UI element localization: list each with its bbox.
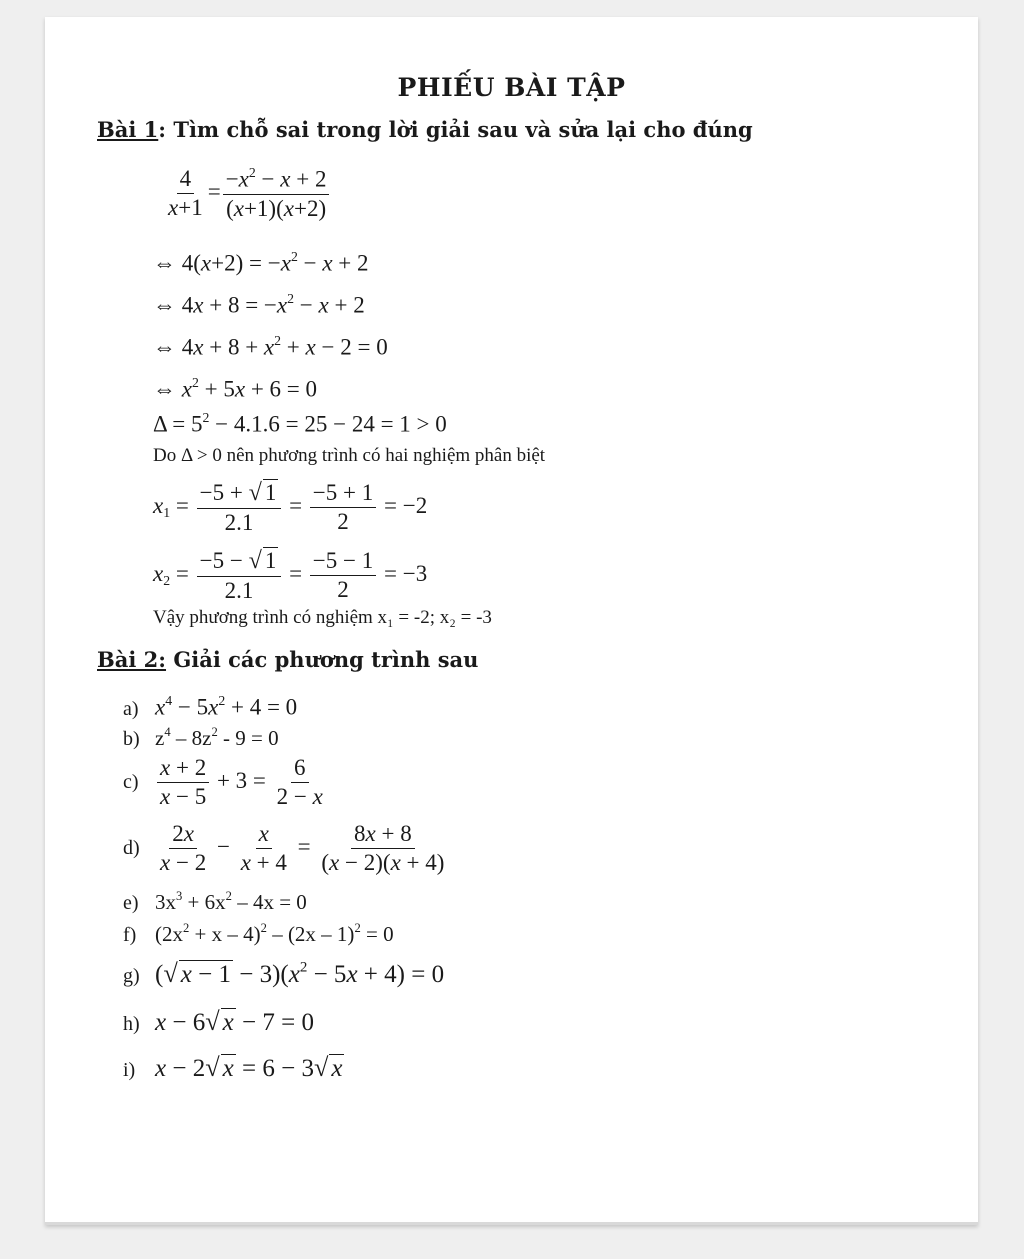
page-title: PHIẾU BÀI TẬP [397,73,626,102]
item-f: f) $(2x^2 + x - 4)^2 - (2x - 1)^2 = 0$ [123,921,394,946]
item-f-label: f) [123,923,137,946]
eq-step-2: ⇔ $4x + 8 = -x^2 - x + 2$ [153,291,365,318]
item-a: a) $x^4 - 5x^2 + 4 = 0$ [123,693,298,720]
item-e-label: e) [123,891,139,914]
item-d: d) $\frac{2x}{x - 2}$ − $\frac{x}{x + 4}$ = $\frac{8x + 8}{(x - 2)(x + 4)}$ [123,821,445,876]
eq-root-1: $x_1$ = $\frac{-5 + √ 1}{2.1}$ = $\frac{-5 + 1}{2}$ = −2 [153,479,428,535]
eq-step-1: ⇔ $4(x+2) = -x^2 - x + 2$ [153,249,369,276]
item-d-label: d) [123,837,140,860]
eq-original: $\frac{4}{x+1}$ = $\frac{-x^2 - x + 2}{(x+1)(x+2)}$ [163,165,331,223]
eq-step-4: ⇔ $x^2 + 5x + 6 = 0$ [153,375,318,402]
item-a-label: a) [123,697,139,720]
bai2-label: Bài 2: [97,647,167,672]
bai1-note: Do Δ > 0 nên phương trình có hai nghiệm phân biệt [153,445,546,466]
item-c: c) $\frac{x + 2}{x - 5}$ + 3 = $\frac{6}{2 - x}$ [123,755,323,810]
item-h: h) x − 6√ x − 7 = 0 [123,1007,314,1036]
bai1-task: : Tìm chỗ sai trong lời giải sau và sửa lại cho đúng [158,117,753,142]
eq-root-2: $x_2$ = $\frac{-5 - √ 1}{2.1}$ = $\frac{-5 - 1}{2}$ = −3 [153,547,428,603]
bai1-label: Bài 1 [97,117,159,142]
item-b-label: b) [123,727,140,750]
item-i: i) x − 2√ x = 6 − 3√ x [123,1053,343,1082]
bai1-conclusion: Vậy phương trình có nghiệm x₁ = -2; x₂ = -3 [153,607,492,628]
item-g: g) (√ $x - 1 - 3)(x^2 - 5x + 4) = 0$ [123,959,445,988]
bai1-heading [97,117,753,142]
bai2-heading [97,647,478,672]
item-h-label: h) [123,1013,140,1035]
item-b: b) $z^4 - 8z^2 - 9 = 0$ [123,725,279,750]
item-i-label: i) [123,1059,136,1081]
worksheet-page [45,17,978,1225]
eq-step-3: ⇔ $4x + 8 + x^2 + x - 2 = 0$ [153,333,388,360]
item-g-label: g) [123,965,140,987]
item-e: e) $3x^3 + 6x^2 - 4x = 0$ [123,889,307,914]
eq-delta: $\Delta = 5^2 - 4.1.6 = 25 - 24 = 1 > 0$ [153,410,447,437]
item-c-label: c) [123,771,139,794]
bai2-task: Giải các phương trình sau [166,647,479,672]
